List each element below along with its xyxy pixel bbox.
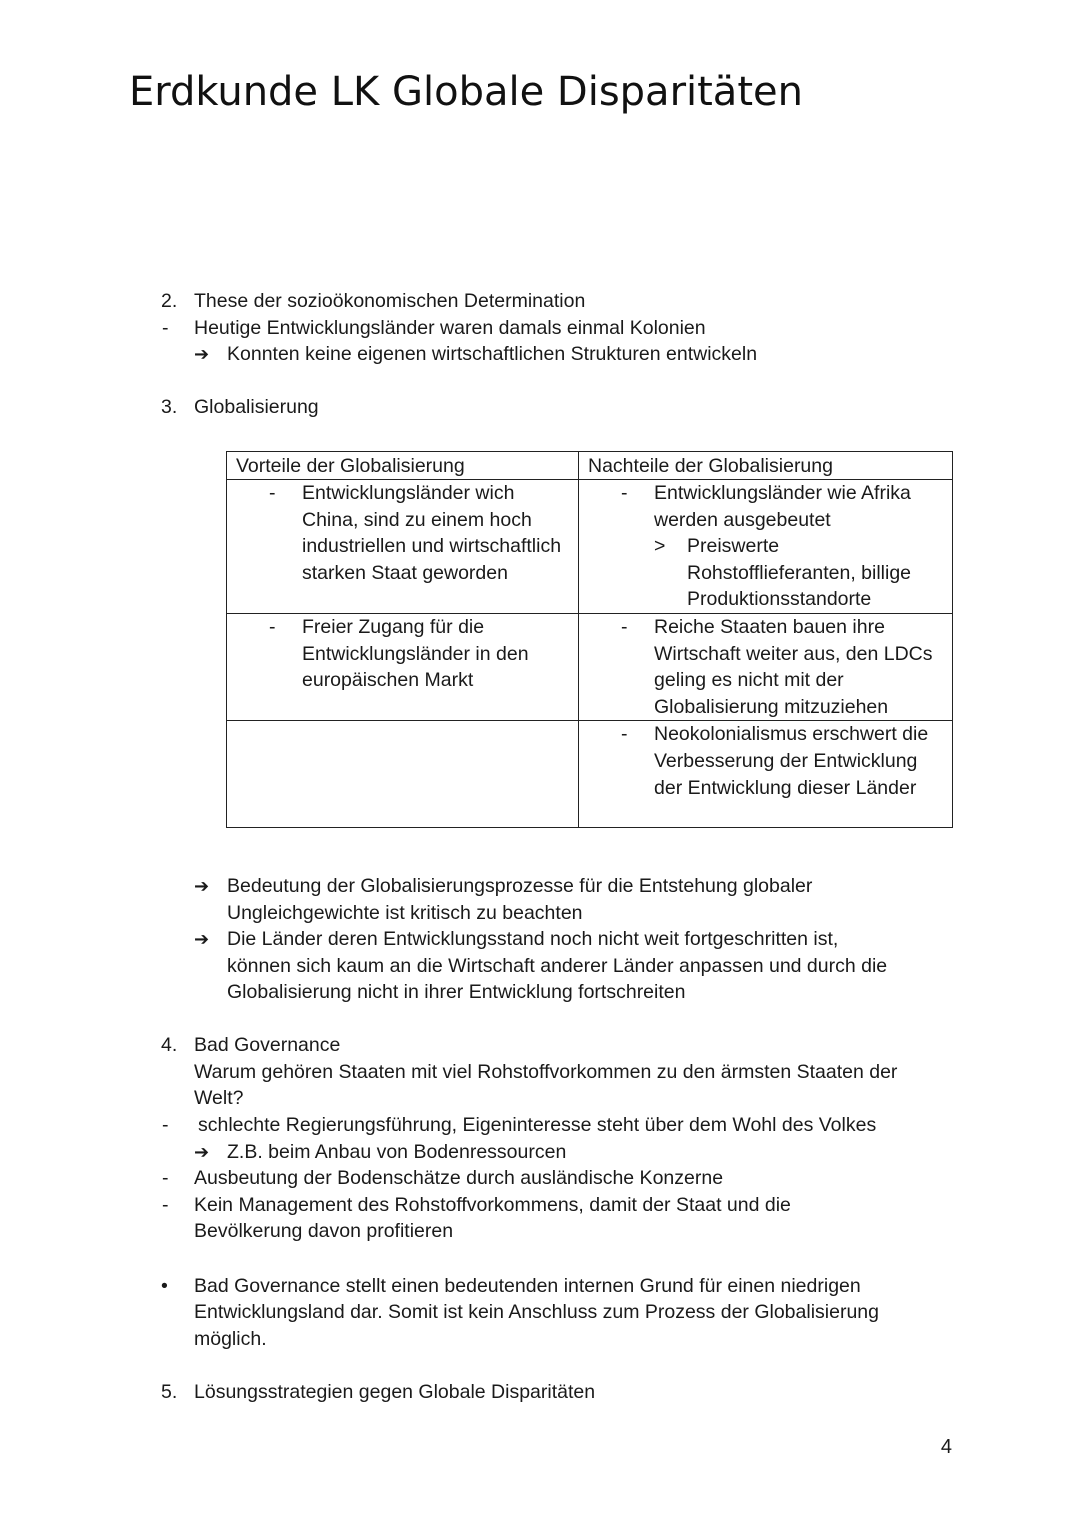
table-cell — [579, 614, 952, 720]
section-4-bullet-3-line-2: Bevölkerung davon profitieren — [194, 1220, 454, 1242]
section-5-heading: Lösungsstrategien gegen Globale Disparitäten — [194, 1381, 596, 1403]
dash-marker: - — [621, 482, 628, 504]
table-header-advantages: Vorteile der Globalisierung — [236, 455, 465, 477]
section-2-number: 2. — [161, 290, 178, 312]
section-4-bullet-1: schlechte Regierungsführung, Eigeninteresse steht über dem Wohl des Volkes — [198, 1114, 877, 1136]
section-2-heading: These der sozioökonomischen Determination — [194, 290, 586, 312]
advantage-2: Freier Zugang für die Entwicklungsländer in den europäischen Markt — [302, 616, 529, 692]
arrow-icon: ➔ — [194, 876, 210, 896]
section-4-heading: Bad Governance — [194, 1034, 341, 1056]
globalization-table — [226, 451, 953, 828]
disadvantage-1: Entwicklungsländer wie Afrika werden ausgebeutet — [654, 482, 911, 531]
bullet-marker: • — [161, 1275, 168, 1297]
dash-marker: - — [269, 616, 276, 638]
table-cell — [227, 614, 578, 694]
advantage-1: Entwicklungsländer wich China, sind zu einem hoch industriellen und wirtschaftlich starken Staat geworden — [302, 482, 562, 584]
section-4-arrow-text: Z.B. beim Anbau von Bodenressourcen — [227, 1141, 567, 1163]
table-cell — [227, 480, 578, 586]
table-header-disadvantages: Nachteile der Globalisierung — [588, 455, 833, 477]
section-3-arrow-2-line-3: Globalisierung nicht in ihrer Entwicklung fortschreiten — [227, 981, 686, 1003]
page-title: Erdkunde LK Globale Disparitäten — [129, 69, 803, 115]
arrow-icon: ➔ — [194, 1142, 210, 1162]
dash-marker: - — [269, 482, 276, 504]
section-3-arrow-1-line-1: Bedeutung der Globalisierungsprozesse für die Entstehung globaler — [227, 875, 813, 897]
dash-marker: - — [162, 1167, 169, 1189]
disadvantage-2: Reiche Staaten bauen ihre Wirtschaft weiter aus, den LDCs geling es nicht mit der Globalisierung mitzuziehen — [654, 616, 933, 718]
disadvantage-1-sub: Preiswerte Rohstofflieferanten, billige Produktionsstandorte — [687, 535, 912, 611]
disadvantage-3: Neokolonialismus erschwert die Verbesserung der Entwicklung der Entwicklung dieser Länder — [654, 723, 929, 799]
section-3-arrow-1-line-2: Ungleichgewichte ist kritisch zu beachten — [227, 902, 583, 924]
page-number: 4 — [940, 1436, 952, 1458]
section-3-arrow-2-line-1: Die Länder deren Entwicklungsstand noch nicht weit fortgeschritten ist, — [227, 928, 839, 950]
section-3-heading: Globalisierung — [194, 396, 319, 418]
dash-marker: - — [162, 1194, 169, 1216]
section-4-summary-line-3: möglich. — [194, 1328, 267, 1350]
dash-marker: - — [162, 317, 169, 339]
arrow-icon: ➔ — [194, 344, 210, 364]
section-3-number: 3. — [161, 396, 178, 418]
section-2-bullet: Heutige Entwicklungsländer waren damals einmal Kolonien — [194, 317, 706, 339]
table-subitem — [579, 533, 952, 613]
section-4-summary-line-1: Bad Governance stellt einen bedeutenden internen Grund für einen niedrigen — [194, 1275, 861, 1297]
section-4-question-line-1: Warum gehören Staaten mit viel Rohstoffvorkommen zu den ärmsten Staaten der — [194, 1061, 898, 1083]
section-4-question-line-2: Welt? — [194, 1087, 244, 1109]
table-cell — [579, 721, 952, 801]
dash-marker: - — [621, 616, 628, 638]
section-4-bullet-2: Ausbeutung der Bodenschätze durch ausländische Konzerne — [194, 1167, 724, 1189]
section-3-arrow-2-line-2: können sich kaum an die Wirtschaft anderer Länder anpassen und durch die — [227, 955, 888, 977]
dash-marker: - — [162, 1114, 169, 1136]
section-4-bullet-3-line-1: Kein Management des Rohstoffvorkommens, damit der Staat und die — [194, 1194, 791, 1216]
dash-marker: - — [621, 723, 628, 746]
gt-marker: > — [654, 535, 666, 558]
section-4-number: 4. — [161, 1034, 178, 1056]
section-4-summary-line-2: Entwicklungsland dar. Somit ist kein Anschluss zum Prozess der Globalisierung — [194, 1301, 879, 1323]
table-cell — [579, 480, 952, 533]
arrow-icon: ➔ — [194, 929, 210, 949]
section-5-number: 5. — [161, 1381, 178, 1403]
section-2-arrow-text: Konnten keine eigenen wirtschaftlichen Strukturen entwickeln — [227, 343, 758, 365]
